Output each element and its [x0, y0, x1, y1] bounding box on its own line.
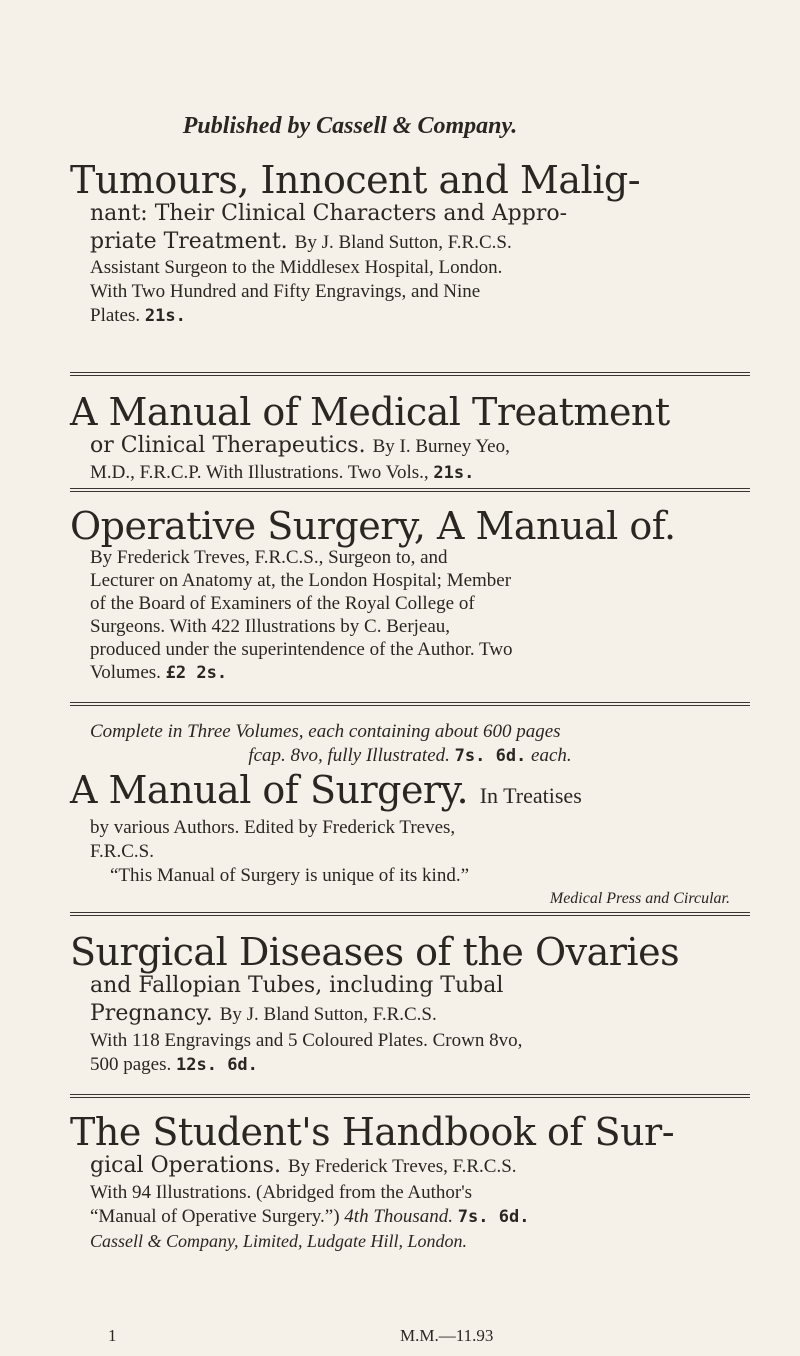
entry-price: 12s. 6d.: [176, 1055, 258, 1075]
divider-rule: [70, 1094, 750, 1098]
entry-title: Tumours, Innocent and Malig-: [70, 158, 641, 202]
divider-rule: [70, 912, 750, 916]
entry-title: The Student's Handbook of Sur-: [70, 1110, 675, 1154]
entry-title: A Manual of Surgery. In Treatises: [70, 768, 582, 812]
entry-line: produced under the superintendence of the Author. Two: [90, 639, 513, 660]
review-attribution: Medical Press and Circular.: [549, 890, 730, 907]
entry-line: Lecturer on Anatomy at, the London Hospital; Member: [90, 570, 512, 591]
divider-rule: [70, 488, 750, 492]
edition-note: 4th Thousand.: [344, 1206, 454, 1227]
entry-subtitle: or Clinical Therapeutics. By I. Burney Yeo,: [90, 433, 510, 458]
entry-line: With 94 Illustrations. (Abridged from the Author's: [90, 1182, 473, 1203]
entry-line: With 118 Engravings and 5 Coloured Plates. Crown 8vo,: [90, 1030, 523, 1051]
review-quote: “This Manual of Surgery is unique of its kind.”: [110, 865, 470, 886]
entry-title: Surgical Diseases of the Ovaries: [70, 930, 680, 974]
divider-rule: [70, 702, 750, 706]
entry-operative-surgery: [70, 506, 750, 685]
volume-note: Complete in Three Volumes, each containing about 600 pages: [90, 721, 561, 742]
entry-line: With Two Hundred and Fifty Engravings, and Nine: [90, 281, 481, 302]
entry-title: A Manual of Medical Treatment: [70, 390, 670, 434]
entry-title-tail: In Treatises: [479, 783, 582, 808]
entry-subtitle-cont: Pregnancy. By J. Bland Sutton, F.R.C.S.: [90, 1001, 437, 1026]
entry-subtitle: and Fallopian Tubes, including Tubal: [90, 973, 504, 998]
entry-subtitle: gical Operations. By Frederick Treves, F.R.C.S.: [90, 1153, 517, 1178]
entry-byline: By Frederick Treves, F.R.C.S.: [287, 1156, 517, 1177]
entry-line: “Manual of Operative Surgery.”) 4th Thousand. 7s. 6d.: [90, 1206, 530, 1227]
entry-subtitle: nant: Their Clinical Characters and Appro-: [90, 201, 568, 226]
imprint: Cassell & Company, Limited, Ludgate Hill, London.: [90, 1231, 468, 1251]
entry-price: £2 2s.: [165, 663, 228, 683]
publisher-header: Published by Cassell & Company.: [182, 113, 518, 139]
entry-byline: By I. Burney Yeo,: [372, 436, 510, 457]
page-number: 1: [108, 1326, 117, 1345]
entry-students-handbook: [70, 1112, 750, 1253]
entry-price: 21s.: [433, 463, 475, 483]
entry-manual-of-surgery: [70, 720, 750, 910]
entry-price: 21s.: [144, 306, 186, 326]
entry-price: 7s. 6d.: [454, 746, 527, 766]
entry-price: 7s. 6d.: [457, 1207, 530, 1227]
entry-surgical-diseases: [70, 932, 750, 1077]
entry-byline: By J. Bland Sutton, F.R.C.S.: [294, 232, 512, 253]
entry-line: Surgeons. With 422 Illustrations by C. Berjeau,: [90, 616, 451, 637]
entry-title: Operative Surgery, A Manual of.: [70, 504, 676, 548]
entry-line: Volumes. £2 2s.: [90, 662, 228, 683]
volume-note: fcap. 8vo, fully Illustrated. 7s. 6d. each.: [248, 745, 572, 766]
entry-line: Plates. 21s.: [90, 305, 186, 326]
entry-medical-treatment: [70, 392, 750, 485]
divider-rule: [70, 372, 750, 376]
entry-line: by various Authors. Edited by Frederick Treves,: [90, 817, 456, 838]
entry-byline: By J. Bland Sutton, F.R.C.S.: [219, 1004, 437, 1025]
entry-line: F.R.C.S.: [90, 841, 154, 862]
entry-tumours: [70, 160, 750, 328]
entry-line: By Frederick Treves, F.R.C.S., Surgeon to, and: [90, 547, 448, 568]
entry-subtitle-cont: priate Treatment. By J. Bland Sutton, F.R.C.S.: [90, 229, 512, 254]
catalogue-code: M.M.—11.93: [400, 1326, 494, 1345]
entry-line: of the Board of Examiners of the Royal College of: [90, 593, 475, 614]
entry-line: Assistant Surgeon to the Middlesex Hospital, London.: [90, 257, 503, 278]
entry-line: M.D., F.R.C.P. With Illustrations. Two Vols., 21s.: [90, 462, 475, 483]
entry-line: 500 pages. 12s. 6d.: [90, 1054, 258, 1075]
page-footer: [70, 1326, 750, 1350]
